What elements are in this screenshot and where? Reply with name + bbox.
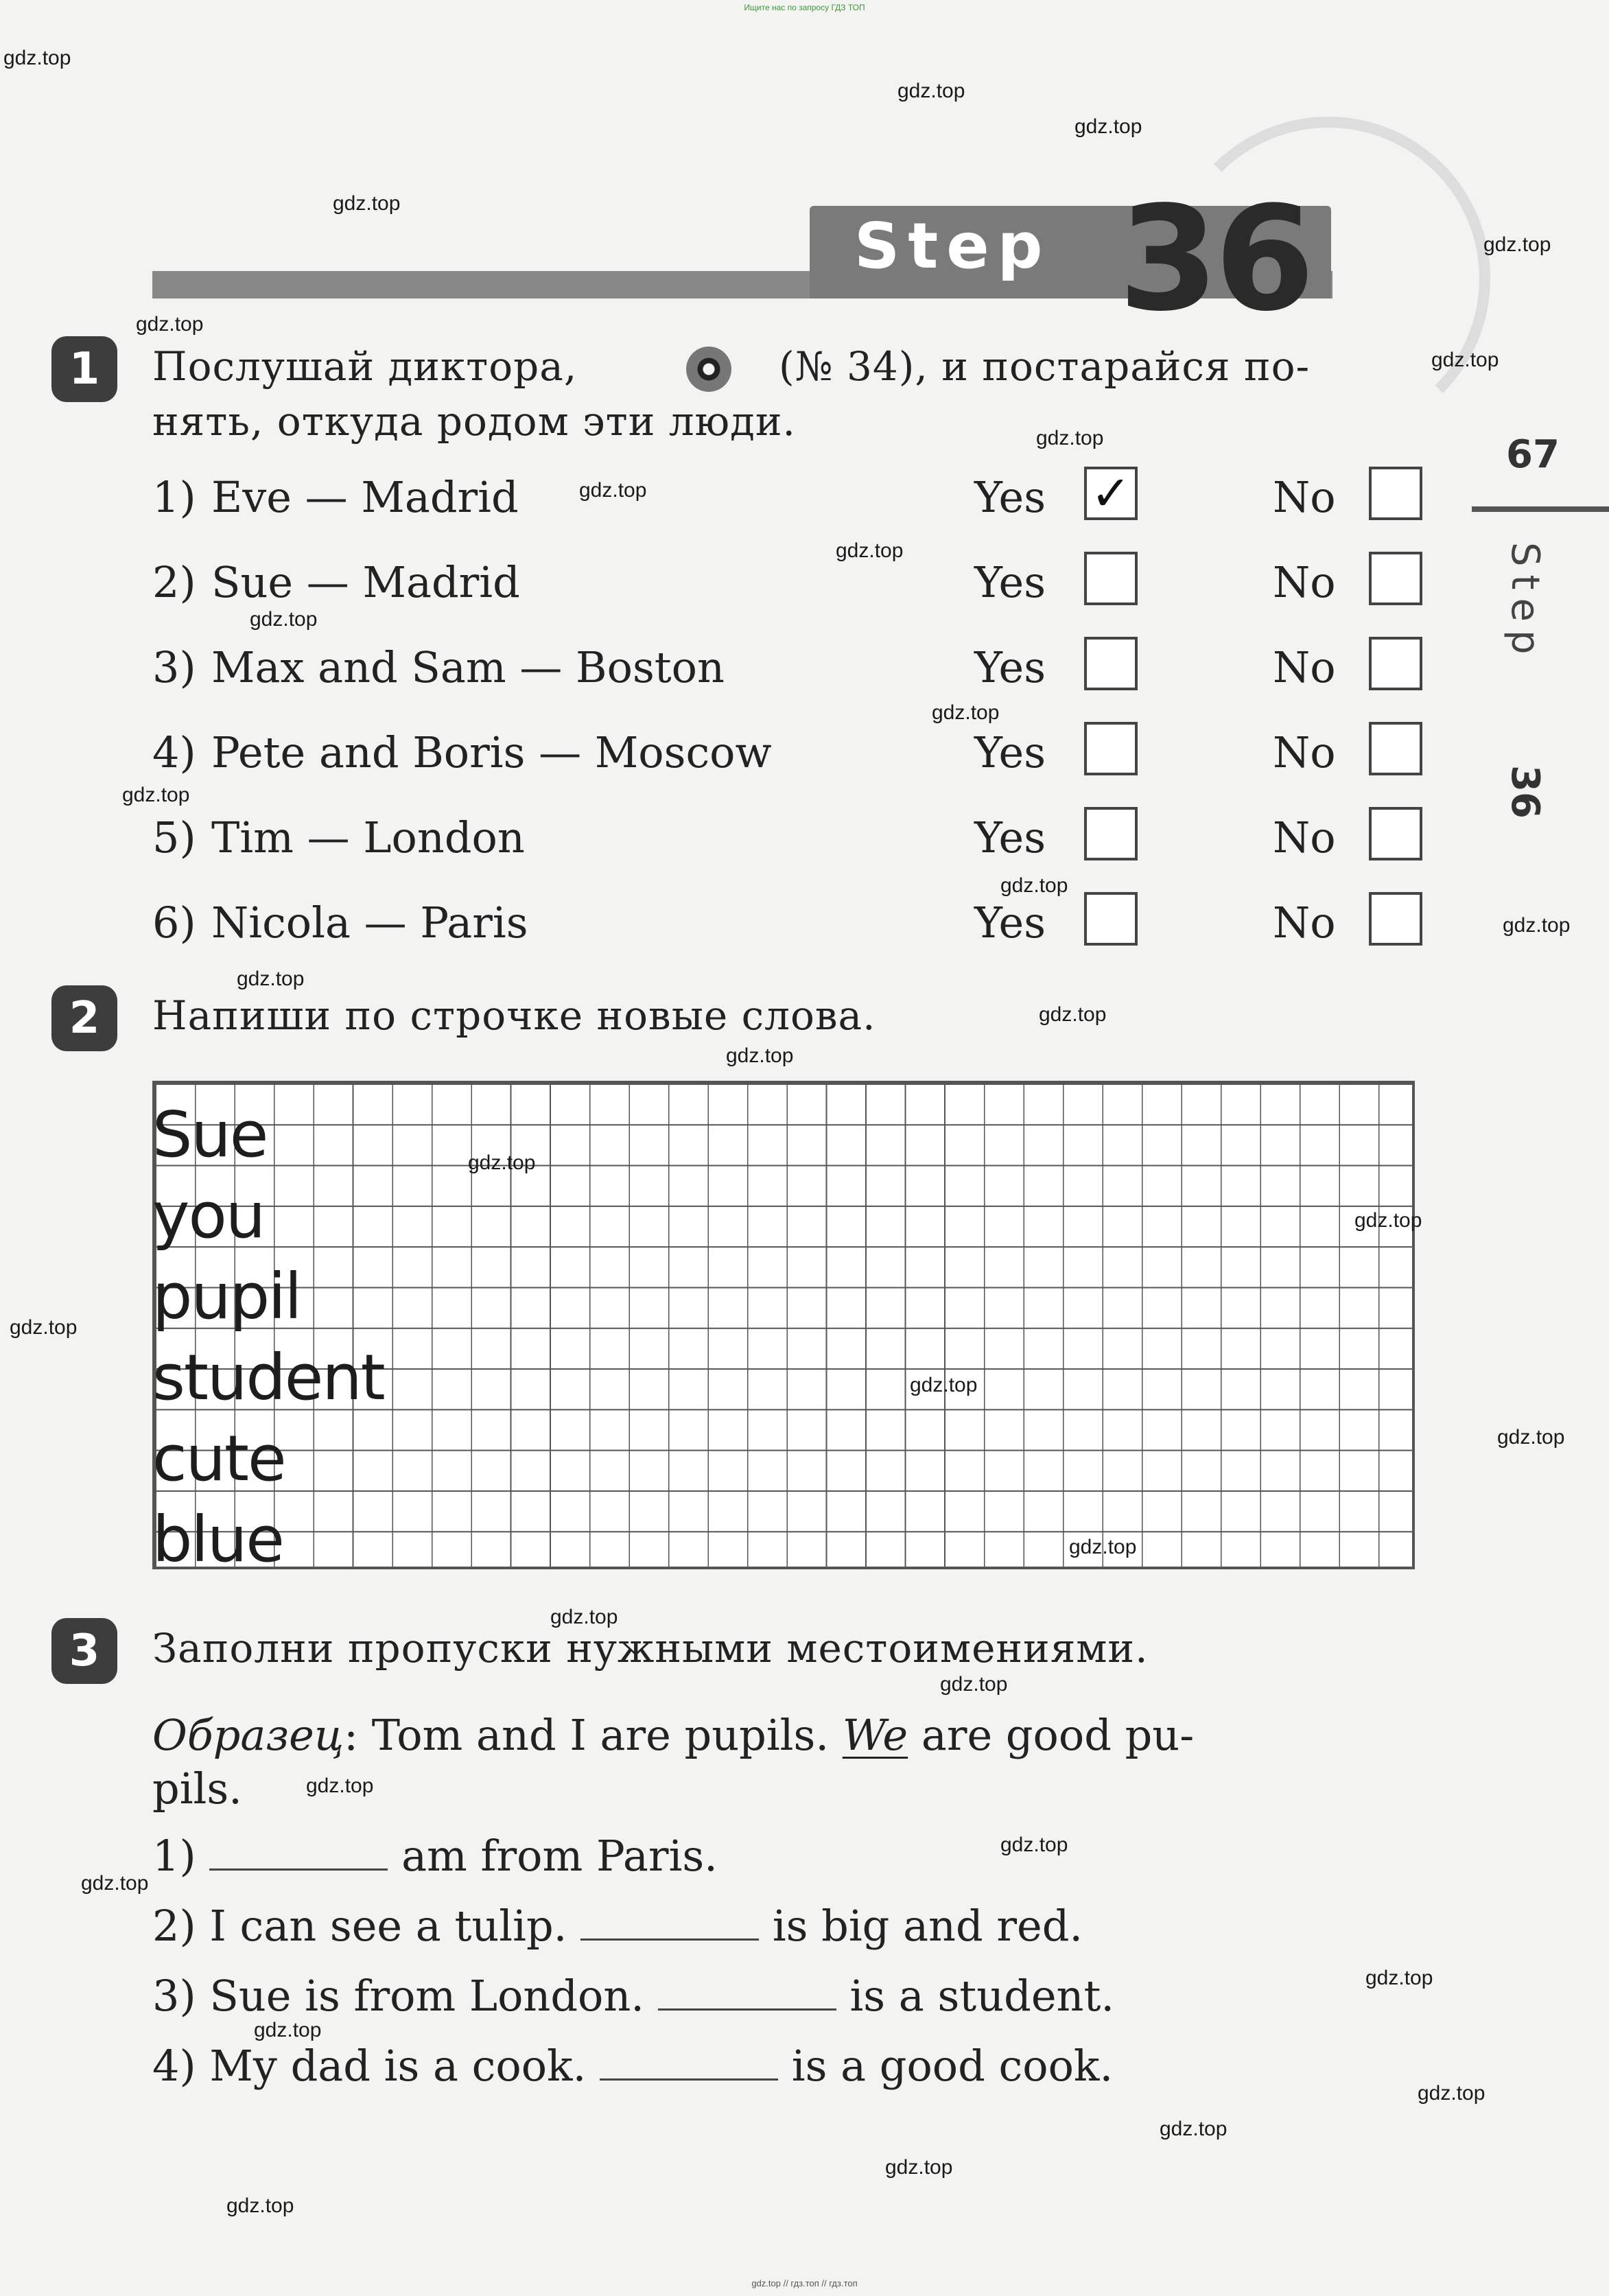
yes-checkbox[interactable] — [1084, 552, 1138, 605]
row-text: Max and Sam — Boston — [211, 642, 725, 692]
yes-label: Yes — [974, 642, 1046, 692]
row-text: Eve — Madrid — [211, 472, 519, 522]
audio-cd-icon — [686, 347, 731, 392]
watermark: gdz.top — [1483, 233, 1551, 256]
watermark: gdz.top — [250, 608, 318, 631]
answer-blank[interactable] — [600, 2078, 778, 2081]
item-before: My dad is a cook. — [209, 2041, 587, 2091]
no-label: No — [1273, 812, 1336, 863]
grid-word-4: student — [152, 1341, 384, 1414]
watermark: gdz.top — [333, 192, 401, 215]
row-number: 1) — [152, 472, 196, 522]
watermark: gdz.top — [254, 2019, 322, 2041]
watermark: gdz.top — [550, 1606, 618, 1628]
watermark: gdz.top — [940, 1673, 1008, 1696]
example-answer: We — [842, 1710, 908, 1760]
exercise-1-instruction-line2: нять, откуда родом эти люди. — [152, 398, 796, 445]
watermark: gdz.top — [1503, 914, 1571, 937]
watermark: gdz.top — [1036, 427, 1104, 449]
watermark: gdz.top — [306, 1774, 374, 1797]
watermark: gdz.top — [1431, 349, 1499, 371]
watermark: gdz.top — [910, 1374, 978, 1396]
yes-checkbox[interactable] — [1084, 892, 1138, 946]
step-number: 36 — [1118, 175, 1311, 343]
row-text: Nicola — Paris — [211, 898, 528, 948]
row-text: Tim — London — [211, 812, 525, 863]
item-number: 1) — [152, 1831, 196, 1881]
item-number: 4) — [152, 2041, 196, 2091]
watermark: gdz.top — [81, 1872, 149, 1895]
row-text: Pete and Boris — Moscow — [211, 727, 772, 777]
yes-label: Yes — [974, 472, 1046, 522]
list-item — [152, 1971, 1114, 2021]
answer-blank[interactable] — [209, 1869, 388, 1871]
grid-word-3: pupil — [152, 1260, 301, 1333]
watermark: gdz.top — [1160, 2118, 1228, 2140]
watermark: gdz.top — [897, 80, 965, 102]
yes-label: Yes — [974, 557, 1046, 607]
watermark: gdz.top — [885, 2156, 953, 2179]
no-label: No — [1273, 472, 1336, 522]
watermark: gdz.top — [579, 479, 647, 502]
yes-label: Yes — [974, 898, 1046, 948]
margin-step-number: 36 — [1503, 765, 1547, 819]
watermark: gdz.top — [10, 1316, 78, 1339]
exercise-3-badge: 3 — [51, 1618, 117, 1684]
exercise-1-badge: 1 — [51, 336, 117, 402]
example-label: Образец — [152, 1710, 344, 1760]
item-number: 2) — [152, 1901, 196, 1951]
item-before: I can see a tulip. — [209, 1901, 567, 1951]
no-label: No — [1273, 557, 1336, 607]
watermark: gdz.top — [836, 539, 904, 562]
yes-label: Yes — [974, 812, 1046, 863]
row-number: 6) — [152, 898, 196, 948]
watermark: gdz.top — [932, 701, 1000, 724]
watermark: gdz.top — [1000, 874, 1068, 897]
yes-label: Yes — [974, 727, 1046, 777]
example-line2: pils. — [152, 1764, 242, 1814]
yes-checkbox[interactable] — [1084, 807, 1138, 860]
item-after: is big and red. — [772, 1901, 1083, 1951]
list-item — [152, 1831, 718, 1881]
example-text-a: : Tom and I are pupils. — [344, 1710, 830, 1760]
top-note: Ищите нас по запросу ГДЗ ТОП — [744, 3, 865, 12]
answer-blank[interactable] — [580, 1938, 759, 1941]
no-checkbox[interactable] — [1369, 552, 1422, 605]
margin-rule — [1472, 506, 1609, 512]
watermark: gdz.top — [1354, 1209, 1422, 1232]
no-label: No — [1273, 727, 1336, 777]
exercise-3-instruction: Заполни пропуски нужными местоимениями. — [152, 1625, 1149, 1672]
watermark: gdz.top — [237, 968, 305, 990]
step-word: Step — [854, 209, 1051, 283]
watermark: gdz.top — [726, 1044, 794, 1067]
yes-checkbox[interactable] — [1084, 722, 1138, 775]
grid-word-1: Sue — [152, 1098, 268, 1171]
yes-checkbox[interactable]: ✓ — [1084, 467, 1138, 520]
example-text-b: are good pu- — [921, 1710, 1195, 1760]
yes-checkbox[interactable] — [1084, 637, 1138, 690]
page-number: 67 — [1506, 432, 1560, 477]
list-item — [152, 2041, 1113, 2091]
watermark: gdz.top — [1074, 115, 1142, 138]
watermark: gdz.top — [3, 47, 71, 69]
watermark: gdz.top — [122, 784, 190, 806]
no-label: No — [1273, 642, 1336, 692]
answer-blank[interactable] — [658, 2008, 836, 2011]
no-checkbox[interactable] — [1369, 807, 1422, 860]
bottom-note: gdz.top // гдз.топ // гдз.топ — [751, 2278, 858, 2288]
writing-grid[interactable] — [152, 1081, 1415, 1569]
grid-word-2: you — [152, 1179, 265, 1252]
no-checkbox[interactable] — [1369, 722, 1422, 775]
watermark: gdz.top — [1418, 2082, 1485, 2105]
exercise-2-badge: 2 — [51, 985, 117, 1051]
exercise-2-instruction: Напиши по строчке новые слова. — [152, 992, 876, 1039]
watermark: gdz.top — [1000, 1834, 1068, 1856]
row-number: 5) — [152, 812, 196, 863]
row-text: Sue — Madrid — [211, 557, 520, 607]
row-number: 3) — [152, 642, 196, 692]
watermark: gdz.top — [1365, 1967, 1433, 1989]
exercise-1-instruction-line1a: Послушай диктора, — [152, 343, 578, 390]
grid-word-5: cute — [152, 1422, 285, 1495]
item-before: Sue is from London. — [209, 1971, 645, 2021]
no-checkbox[interactable] — [1369, 892, 1422, 946]
example-line1 — [152, 1710, 1194, 1760]
watermark: gdz.top — [1497, 1426, 1565, 1449]
exercise-1-instruction-line1b: (№ 34), и постарайся по- — [779, 343, 1311, 390]
watermark: gdz.top — [1039, 1003, 1107, 1026]
item-after: is a student. — [849, 1971, 1115, 2021]
no-checkbox[interactable] — [1369, 637, 1422, 690]
watermark: gdz.top — [468, 1151, 536, 1174]
row-number: 2) — [152, 557, 196, 607]
list-item — [152, 1901, 1083, 1951]
row-number: 4) — [152, 727, 196, 777]
no-checkbox[interactable] — [1369, 467, 1422, 520]
item-after: am from Paris. — [401, 1831, 718, 1881]
item-number: 3) — [152, 1971, 196, 2021]
grid-word-6: blue — [152, 1503, 283, 1576]
watermark: gdz.top — [136, 313, 204, 336]
item-after: is a good cook. — [791, 2041, 1114, 2091]
watermark: gdz.top — [226, 2194, 294, 2217]
no-label: No — [1273, 898, 1336, 948]
watermark: gdz.top — [1069, 1536, 1137, 1558]
margin-step-label: Step — [1503, 542, 1547, 663]
